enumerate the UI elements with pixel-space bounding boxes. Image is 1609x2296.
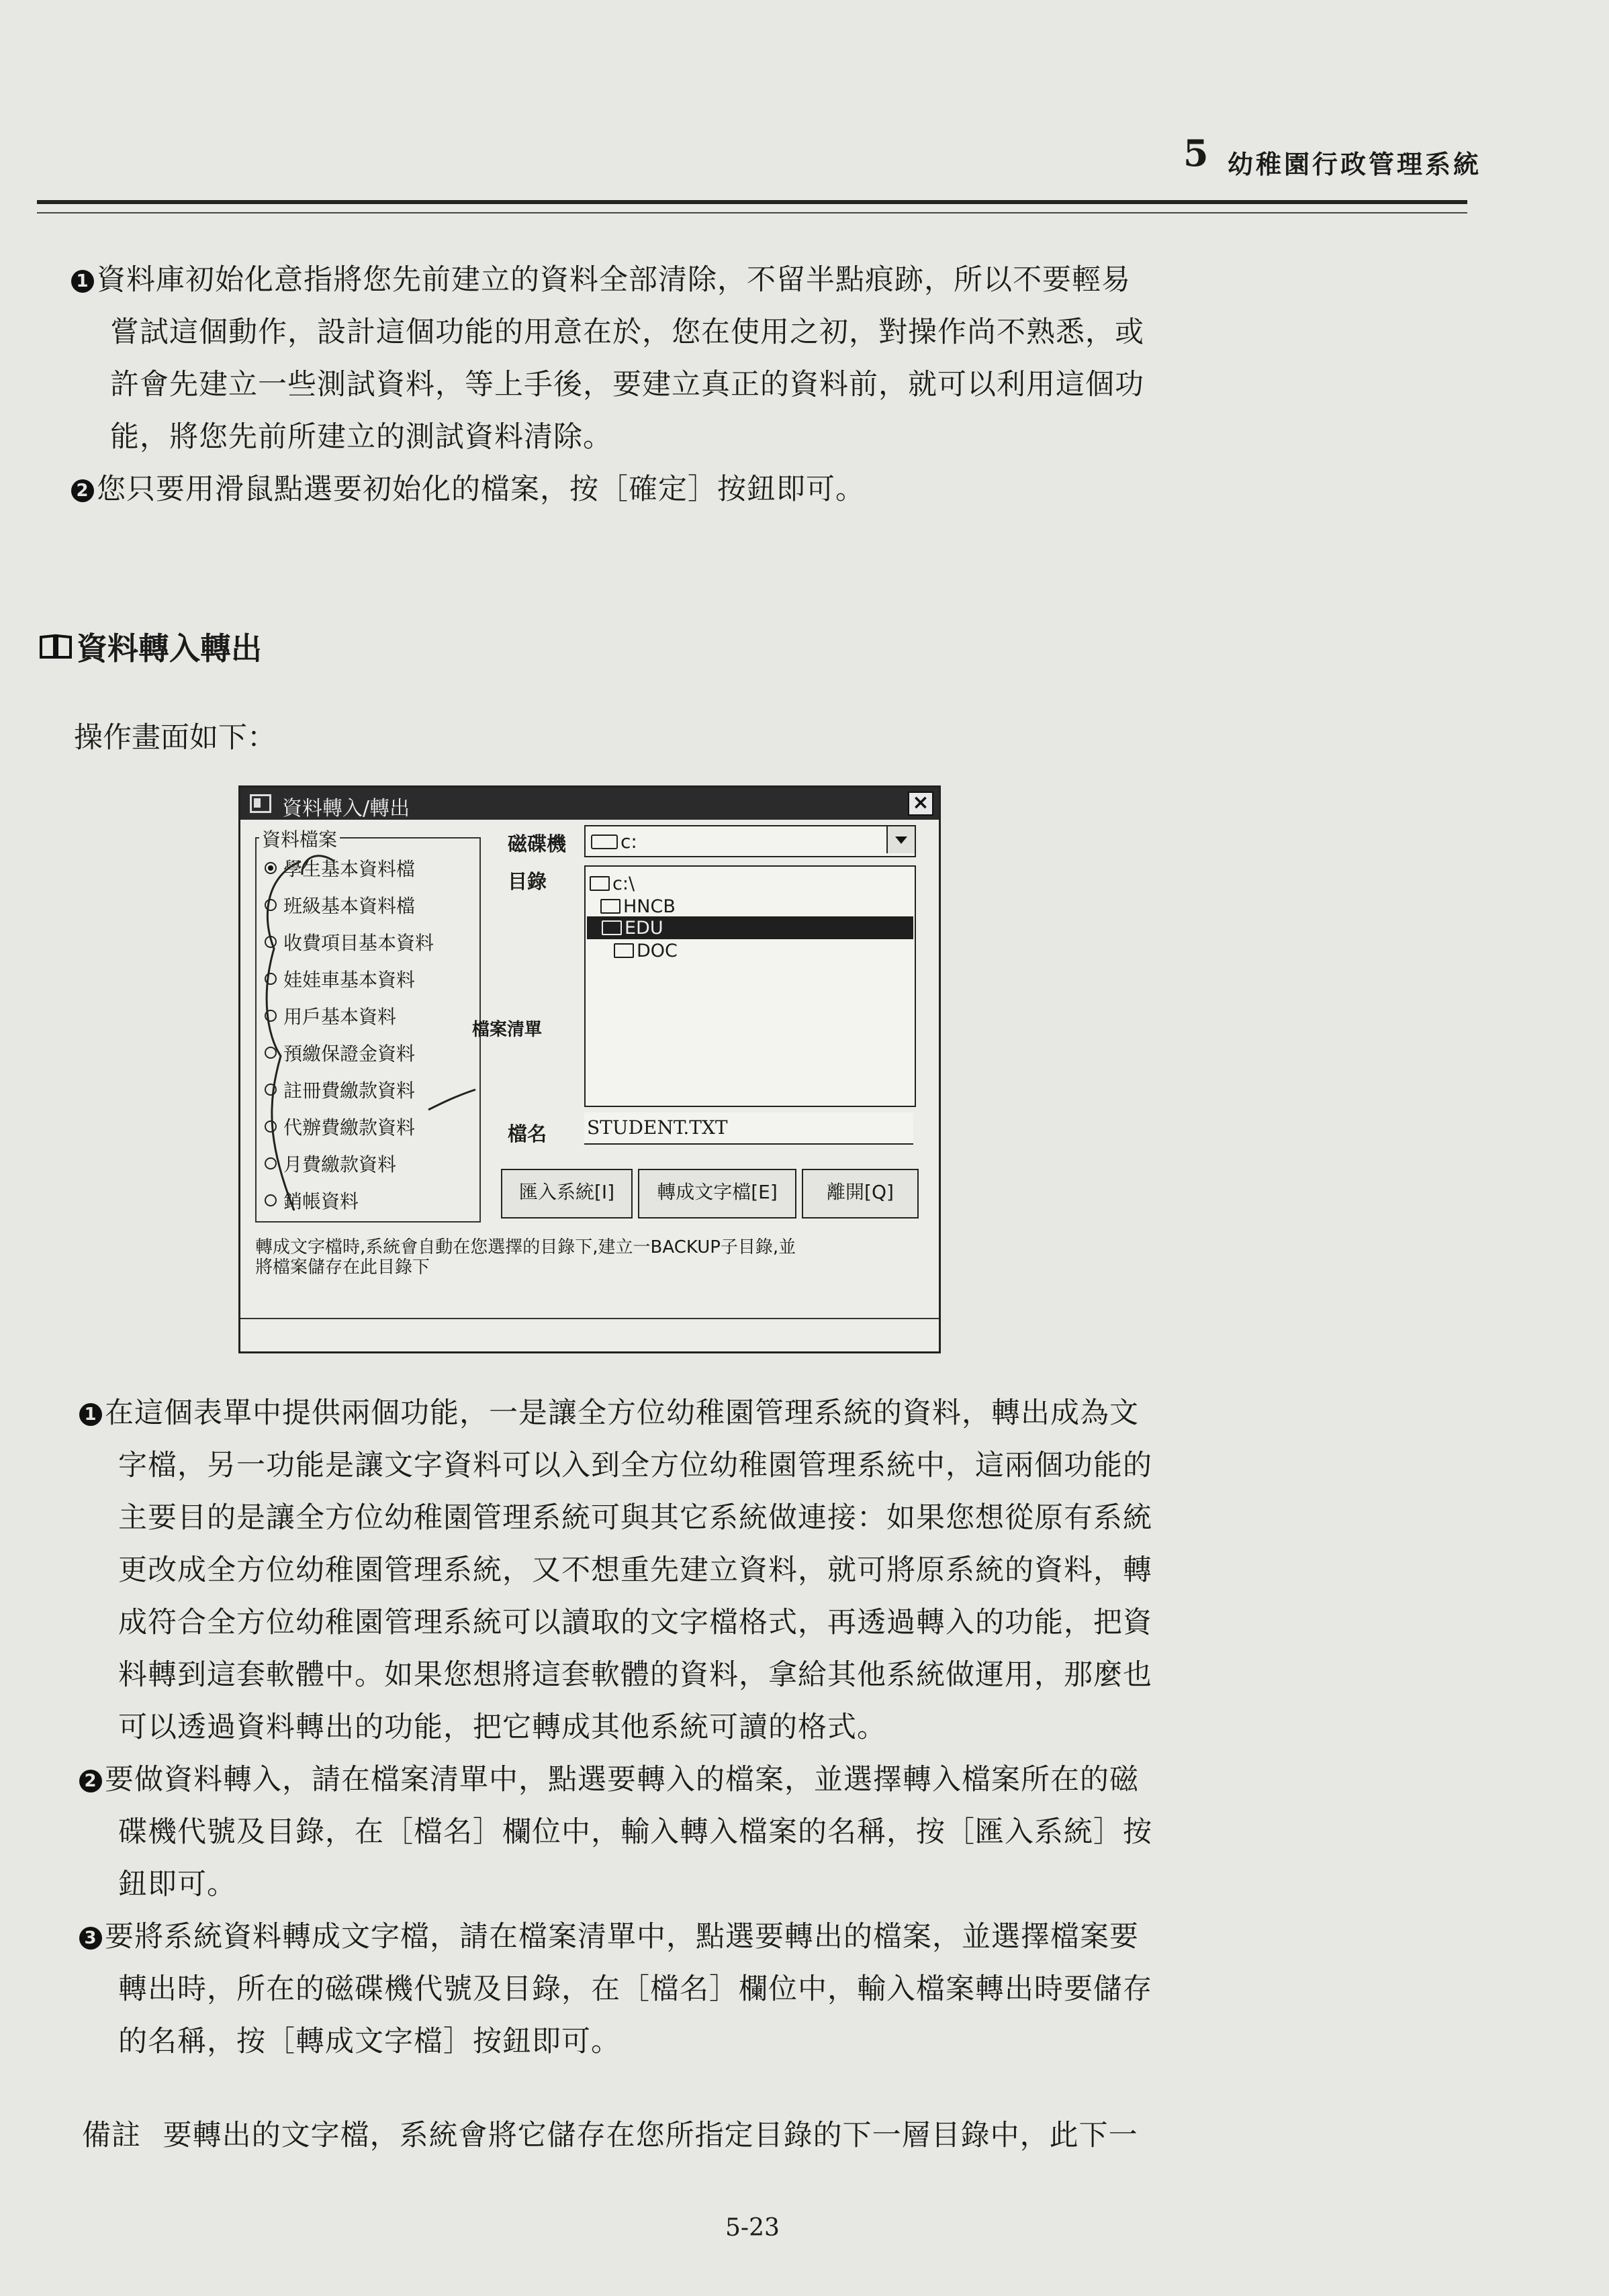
directory-label: 目錄 bbox=[508, 870, 547, 893]
text-line: 字檔，另一功能是讓文字資料可以入到全方位幼稚園管理系統中，這兩個功能的 bbox=[118, 1449, 1152, 1482]
filename-label: 檔名 bbox=[508, 1122, 547, 1145]
option-label: 代辦費繳款資料 bbox=[283, 1116, 416, 1139]
text-line: 料轉到這套軟體中。如果您想將這套軟體的資料，拿給其他系統做運用，那麼也 bbox=[118, 1658, 1152, 1692]
circled-number-icon: 3 bbox=[79, 1927, 102, 1950]
text-line: 要做資料轉入，請在檔案清單中，點選要轉入的檔案，並選擇轉入檔案所在的磁 bbox=[105, 1763, 1139, 1797]
text-line: 要將系統資料轉成文字檔，請在檔案清單中，點選要轉出的檔案，並選擇檔案要 bbox=[105, 1920, 1139, 1954]
text-line: 轉出時，所在的磁碟機代號及目錄，在［檔名］欄位中，輸入檔案轉出時要儲存 bbox=[118, 1972, 1152, 2006]
intro-item-2 bbox=[71, 463, 1144, 516]
body-item-1 bbox=[79, 1387, 1152, 1439]
import-button[interactable]: 匯入系統[I] bbox=[501, 1169, 633, 1218]
dir-item-doc[interactable] bbox=[614, 939, 678, 962]
dir-item-edu[interactable] bbox=[587, 916, 913, 939]
open-folder-icon bbox=[590, 876, 610, 891]
chevron-down-icon[interactable] bbox=[886, 826, 915, 853]
handwritten-note: 檔案清單 bbox=[472, 1020, 543, 1040]
text-line: 鈕即可。 bbox=[118, 1868, 236, 1901]
intro-item-1 bbox=[71, 254, 1144, 306]
text-line: 的名稱，按［轉成文字檔］按鈕即可。 bbox=[118, 2025, 620, 2058]
header-rule bbox=[37, 200, 1467, 204]
dir-item-hncb[interactable] bbox=[600, 895, 676, 918]
text-line: 您只要用滑鼠點選要初始化的檔案，按［確定］按鈕即可。 bbox=[97, 473, 865, 506]
open-folder-icon bbox=[602, 920, 622, 935]
file-group-label: 資料檔案 bbox=[259, 825, 340, 852]
dir-label: DOC bbox=[637, 940, 678, 961]
drive-label: 磁碟機 bbox=[508, 832, 567, 855]
directory-list[interactable] bbox=[584, 865, 916, 1107]
dialog-title: 資料轉入/轉出 bbox=[282, 797, 410, 820]
remark-text: 要轉出的文字檔，系統會將它儲存在您所指定目錄的下一層目錄中，此下一 bbox=[163, 2119, 1138, 2152]
window-icon bbox=[250, 794, 271, 813]
circled-number-icon: 1 bbox=[71, 270, 94, 293]
dir-item-root[interactable] bbox=[590, 872, 635, 895]
text-line: 主要目的是讓全方位幼稚園管理系統可與其它系統做連接：如果您想從原有系統 bbox=[118, 1501, 1152, 1535]
option-label: 收費項目基本資料 bbox=[283, 932, 434, 954]
drive-value: c: bbox=[620, 830, 637, 853]
circled-number-icon: 2 bbox=[71, 479, 94, 502]
book-icon bbox=[39, 633, 73, 660]
body-list bbox=[82, 1387, 1152, 2068]
status-bar bbox=[240, 1318, 939, 1351]
text-line: 碟機代號及目錄，在［檔名］欄位中，輸入轉入檔案的名稱，按［匯入系統］按 bbox=[118, 1815, 1152, 1849]
filename-input[interactable] bbox=[584, 1112, 913, 1145]
option-label: 用戶基本資料 bbox=[283, 1006, 397, 1028]
intro-list bbox=[74, 254, 1144, 516]
circled-number-icon: 2 bbox=[79, 1770, 102, 1792]
page-number: 5-23 bbox=[725, 2214, 780, 2242]
circled-number-icon: 1 bbox=[79, 1403, 102, 1426]
option-label: 銷帳資料 bbox=[283, 1190, 359, 1212]
text-line: 資料庫初始化意指將您先前建立的資料全部清除，不留半點痕跡，所以不要輕易 bbox=[97, 263, 1131, 297]
option-label: 預繳保證金資料 bbox=[283, 1043, 416, 1065]
chapter-number: 5 bbox=[1183, 132, 1209, 175]
option-label: 班級基本資料檔 bbox=[283, 895, 416, 917]
section-title bbox=[39, 624, 262, 669]
drive-select[interactable] bbox=[584, 825, 916, 857]
option-label: 月費繳款資料 bbox=[283, 1153, 397, 1176]
body-item-2 bbox=[79, 1754, 1152, 1806]
dir-label: EDU bbox=[625, 917, 663, 939]
export-text-button[interactable]: 轉成文字檔[E] bbox=[638, 1169, 796, 1218]
operation-label: 操作畫面如下： bbox=[74, 721, 276, 755]
text-line: 可以透過資料轉出的功能，把它轉成其他系統可讀的格式。 bbox=[118, 1711, 886, 1744]
remark-label: 備註 bbox=[82, 2119, 141, 2152]
folder-icon bbox=[614, 943, 634, 958]
filename-value: STUDENT.TXT bbox=[587, 1116, 728, 1139]
text-line: 嘗試這個動作，設計這個功能的用意在於，您在使用之初，對操作尚不熟悉，或 bbox=[110, 316, 1144, 349]
dialog-titlebar bbox=[240, 787, 939, 820]
option-label: 娃娃車基本資料 bbox=[283, 969, 416, 991]
header-rule-thin bbox=[37, 212, 1467, 213]
chapter-title: 幼稚園行政管理系統 bbox=[1228, 149, 1482, 179]
body-item-3 bbox=[79, 1911, 1152, 1963]
exit-button[interactable]: 離開[Q] bbox=[802, 1169, 919, 1218]
drive-icon bbox=[591, 834, 618, 849]
text-line: 許會先建立一些測試資料，等上手後，要建立真正的資料前，就可以利用這個功 bbox=[110, 368, 1144, 401]
text-line: 成符合全方位幼稚園管理系統可以讀取的文字檔格式，再透過轉入的功能，把資 bbox=[118, 1606, 1152, 1639]
dialog-note bbox=[255, 1237, 796, 1278]
open-folder-icon bbox=[600, 899, 620, 914]
option-label: 學生基本資料檔 bbox=[283, 858, 416, 880]
dir-label: c:\ bbox=[612, 873, 635, 894]
text-line: 在這個表單中提供兩個功能，一是讓全方位幼稚園管理系統的資料，轉出成為文 bbox=[105, 1396, 1139, 1430]
note-line: 將檔案儲存在此目錄下 bbox=[255, 1257, 430, 1278]
option-label: 註冊費繳款資料 bbox=[283, 1080, 416, 1102]
note-line: 轉成文字檔時,系統會自動在您選擇的目錄下,建立一BACKUP子目錄,並 bbox=[255, 1237, 796, 1257]
transfer-dialog bbox=[238, 785, 941, 1353]
remark bbox=[82, 2109, 1138, 2162]
section-title-text: 資料轉入轉出 bbox=[77, 630, 262, 667]
dir-label: HNCB bbox=[623, 896, 676, 917]
text-line: 能，將您先前所建立的測試資料清除。 bbox=[110, 420, 612, 454]
text-line: 更改成全方位幼稚園管理系統，又不想重先建立資料，就可將原系統的資料，轉 bbox=[118, 1553, 1152, 1587]
handwritten-bracket-icon bbox=[254, 834, 482, 1224]
close-button[interactable]: × bbox=[908, 792, 933, 816]
